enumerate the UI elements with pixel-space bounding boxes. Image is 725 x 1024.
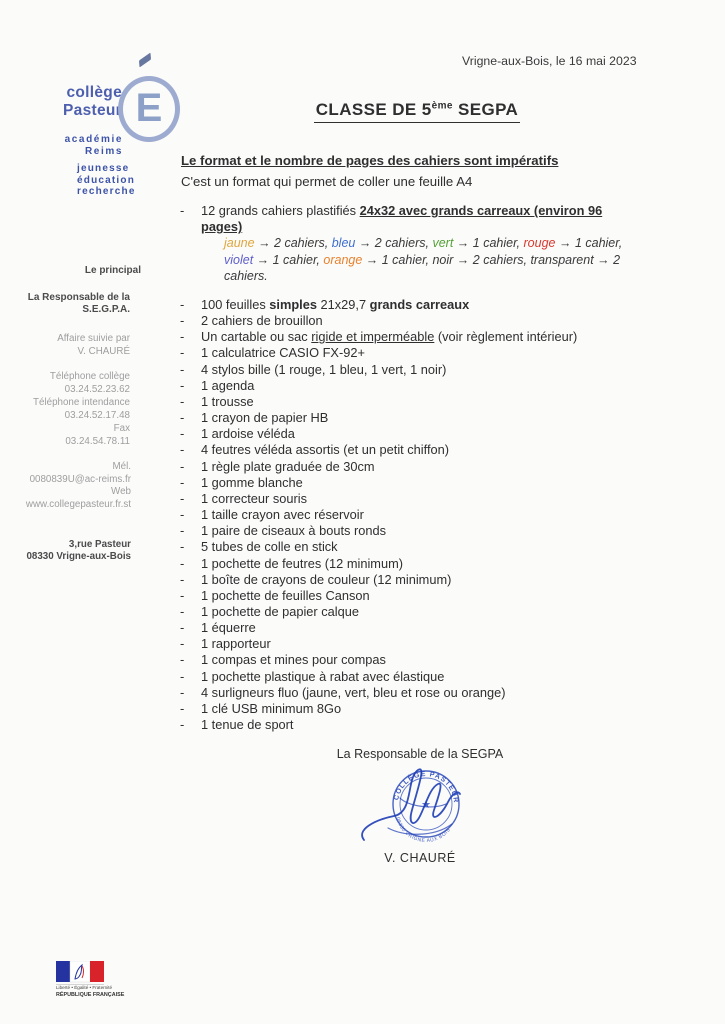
dash-bullet: - [180, 555, 185, 571]
dash-bullet: - [180, 442, 185, 458]
item-text [201, 345, 641, 361]
item-text [201, 475, 641, 491]
item-text [201, 588, 641, 604]
text-line: Mél. [112, 461, 131, 472]
list-item [178, 426, 678, 442]
text-segment: 1 trousse [201, 393, 254, 409]
text-line: éducation [77, 174, 136, 186]
list-item [178, 410, 678, 426]
text-segment: 1 ardoise véléda [201, 426, 295, 442]
dash-bullet: - [180, 603, 185, 619]
list-item [178, 620, 678, 636]
logo-line2: Pasteur [63, 102, 122, 119]
dash-bullet: - [180, 636, 185, 652]
list-item [178, 604, 678, 620]
item-text [201, 685, 641, 701]
dash-bullet: - [180, 684, 185, 700]
stamp-svg [348, 758, 493, 858]
dash-bullet: - [180, 717, 185, 733]
list-item [178, 588, 678, 604]
item-text [201, 652, 641, 668]
color-word: jaune [224, 236, 255, 251]
item-text [201, 572, 641, 588]
text-line: 08330 Vrigne-aux-Bois [26, 551, 131, 563]
dash-bullet: - [180, 523, 185, 539]
list-item [178, 297, 678, 313]
text-segment: 4 feutres véléda assortis (et un petit chiffon) [201, 442, 450, 458]
text-line: La Responsable de la [27, 292, 130, 303]
item-text [201, 701, 641, 717]
text-line: Téléphone collège [49, 371, 130, 382]
text-line: 0080839U@ac-reims.fr [29, 473, 131, 485]
text-segment: 12 grands cahiers plastifiés [201, 203, 360, 218]
text-segment: 1 crayon de papier HB [201, 410, 329, 426]
list-item [178, 669, 678, 685]
list-item [178, 313, 678, 329]
item-text [201, 556, 641, 572]
item-text [201, 313, 641, 329]
text-segment: (voir règlement intérieur) [434, 329, 578, 345]
text-segment: Un cartable ou sac [201, 329, 312, 345]
dash-bullet: - [180, 458, 185, 474]
dash-bullet: - [180, 571, 185, 587]
supply-list [178, 297, 678, 733]
signature-role: La Responsable de la SEGPA [336, 747, 504, 761]
logo-accent-icon [139, 53, 151, 68]
postal-address [0, 539, 131, 564]
item-text [201, 362, 641, 378]
document-title-text [314, 100, 520, 123]
text-line: Affaire suivie par [57, 333, 130, 344]
text-line: 03.24.52.23.62 [64, 384, 130, 395]
list-item [178, 636, 678, 652]
text-segment: → 1 cahier, [555, 236, 623, 251]
list-item [178, 329, 678, 345]
dash-bullet: - [180, 426, 185, 442]
list-item [178, 475, 678, 491]
title-superscript: ème [431, 100, 453, 112]
french-flag-icon [56, 961, 104, 982]
text-segment: 1 règle plate graduée de 30cm [201, 458, 375, 474]
text-segment: → 2 cahiers, [254, 236, 332, 251]
text-segment: 1 paire de ciseaux à bouts ronds [201, 523, 386, 539]
list-item [178, 556, 678, 572]
segpa-head-label [0, 292, 130, 317]
text-segment: 1 clé USB minimum 8Go [201, 700, 342, 716]
text-segment: 21x29,7 [316, 297, 370, 312]
item-text [201, 523, 641, 539]
case-handler-block [0, 333, 130, 359]
text-segment: 1 calculatrice CASIO FX-92+ [201, 345, 365, 361]
item-text [201, 539, 641, 555]
item-text [201, 442, 641, 458]
text-segment: 1 pochette de feutres (12 minimum) [201, 555, 404, 571]
color-word: orange [323, 252, 363, 267]
dash-bullet: - [180, 668, 185, 684]
item-text [201, 297, 641, 313]
text-line: jeunesse [77, 163, 130, 174]
text-line: 03.24.54.78.11 [65, 436, 130, 447]
republic-text: RÉPUBLIQUE FRANÇAISE [56, 992, 125, 998]
list-item [178, 652, 678, 668]
principal-label: Le principal [84, 265, 141, 276]
item-text [201, 459, 641, 475]
academy-letter: E [135, 86, 163, 130]
list-item [178, 394, 678, 410]
item-text [201, 620, 641, 636]
republic-logo-svg [56, 961, 136, 1007]
official-stamp [348, 758, 493, 858]
text-segment: 24x32 avec grands carreaux (environ 96 pages) [201, 203, 603, 235]
text-line: Web [111, 486, 131, 498]
item-text [201, 394, 641, 410]
list-item [178, 685, 678, 701]
text-segment: 1 pochette de papier calque [201, 603, 359, 619]
text-segment: 1 tenue de sport [201, 717, 294, 733]
dash-bullet: - [180, 203, 185, 218]
text-segment: → 1 cahier, [253, 252, 324, 267]
text-segment: 4 stylos bille (1 rouge, 1 bleu, 1 vert, 1 noir) [201, 361, 447, 377]
item-text [201, 717, 641, 733]
intro-text: C'est un format qui permet de coller une feuille A4 [181, 174, 473, 189]
item-text [201, 329, 641, 345]
dash-bullet: - [180, 329, 185, 345]
text-segment: 1 compas et mines pour compas [201, 652, 386, 668]
item-text [201, 636, 641, 652]
dash-bullet: - [180, 507, 185, 523]
list-item [178, 491, 678, 507]
item-text [201, 410, 641, 426]
stamp-top-text: COLLÈGE PASTEUR [393, 770, 460, 804]
item-text [201, 203, 641, 235]
dash-bullet: - [180, 490, 185, 506]
dash-bullet: - [180, 700, 185, 716]
text-line: 3,rue Pasteur [68, 539, 131, 550]
text-line: 03.24.52.17.48 [64, 410, 130, 421]
dash-bullet: - [180, 393, 185, 409]
text-line: recherche [77, 186, 136, 197]
dash-bullet: - [180, 539, 185, 555]
list-item [178, 459, 678, 475]
text-segment: 5 tubes de colle en stick [201, 539, 338, 555]
dash-bullet: - [180, 410, 185, 426]
logo-line1: collège [66, 84, 122, 101]
academy-name [0, 134, 123, 158]
item-text [201, 669, 641, 685]
republic-logo [56, 961, 136, 1007]
dash-bullet: - [180, 620, 185, 636]
text-line: Fax [113, 423, 130, 434]
text-line: académie [64, 134, 123, 145]
text-segment: 1 agenda [201, 377, 255, 393]
signatory-name: V. CHAURÉ [384, 851, 456, 865]
document-title [180, 100, 654, 123]
text-line: www.collegepasteur.fr.st [25, 498, 131, 510]
email-web-block [0, 461, 131, 511]
item-text [201, 426, 641, 442]
item-text [201, 507, 641, 523]
text-segment: simples [269, 297, 317, 312]
stamp-star-icon: ★ [421, 799, 431, 811]
text-segment: 4 surligneurs fluo (jaune, vert, bleu et rose ou orange) [201, 684, 506, 700]
svg-text:08330 VRIGNE AUX BOIS [395, 817, 453, 844]
text-segment: → 2 cahiers, [355, 236, 433, 251]
list-item [178, 362, 678, 378]
color-word: bleu [331, 236, 356, 251]
list-item [178, 378, 678, 394]
color-word: violet [224, 252, 254, 267]
text-segment: 2 cahiers de brouillon [201, 313, 323, 329]
dash-bullet: - [180, 313, 185, 329]
item-text [201, 378, 641, 394]
text-segment: 1 taille crayon avec réservoir [201, 507, 364, 523]
college-logo-name [0, 84, 122, 120]
item-text [201, 491, 641, 507]
text-segment: → 1 cahier, noir → 2 cahiers, transparent → 2 cahiers. [224, 252, 621, 283]
title-suffix: SEGPA [452, 100, 519, 119]
text-segment: 1 correcteur souris [201, 490, 307, 506]
list-item [178, 507, 678, 523]
first-list-item [178, 203, 644, 284]
text-line: V. CHAURÉ [77, 345, 130, 357]
text-line: Téléphone intendance [33, 397, 130, 408]
item-text [201, 604, 641, 620]
color-word: rouge [523, 236, 556, 251]
dash-bullet: - [180, 587, 185, 603]
dash-bullet: - [180, 345, 185, 361]
list-item [178, 203, 644, 235]
dash-bullet: - [180, 377, 185, 393]
section-heading: Le format et le nombre de pages des cahiers sont impératifs [181, 153, 559, 168]
color-word: vert [432, 236, 454, 251]
date-line: Vrigne-aux-Bois, le 16 mai 2023 [462, 54, 637, 68]
list-item [178, 572, 678, 588]
text-segment: 1 rapporteur [201, 636, 271, 652]
text-segment: 1 pochette de feuilles Canson [201, 587, 370, 603]
title-prefix: CLASSE DE 5 [315, 100, 432, 119]
list-item [178, 701, 678, 717]
phone-block [0, 370, 130, 448]
ministry-motto [77, 163, 136, 198]
text-segment: → 1 cahier, [453, 236, 524, 251]
academy-circle-icon [118, 76, 180, 142]
text-line: S.E.G.P.A. [82, 304, 130, 316]
motto-text: Liberté • Égalité • Fraternité [56, 985, 113, 990]
list-item [178, 523, 678, 539]
stamp-bottom-text: 08330 VRIGNE AUX BOIS [394, 816, 452, 845]
text-segment: 1 pochette plastique à rabat avec élastique [201, 668, 445, 684]
text-segment: grands carreaux [369, 297, 470, 312]
dash-bullet: - [180, 361, 185, 377]
text-segment: rigide et imperméable [311, 329, 435, 345]
list-item [178, 345, 678, 361]
text-line: Reims [84, 146, 123, 157]
dash-bullet: - [180, 474, 185, 490]
list-item [178, 442, 678, 458]
list-item [178, 539, 678, 555]
dash-bullet: - [180, 652, 185, 668]
text-segment: 1 équerre [201, 620, 256, 636]
text-segment: 100 feuilles [201, 297, 270, 312]
dash-bullet: - [180, 297, 185, 312]
text-segment: 1 gomme blanche [201, 474, 303, 490]
list-item [178, 717, 678, 733]
notebook-colors-line [224, 235, 636, 284]
text-segment: 1 boîte de crayons de couleur (12 minimum) [201, 571, 452, 587]
